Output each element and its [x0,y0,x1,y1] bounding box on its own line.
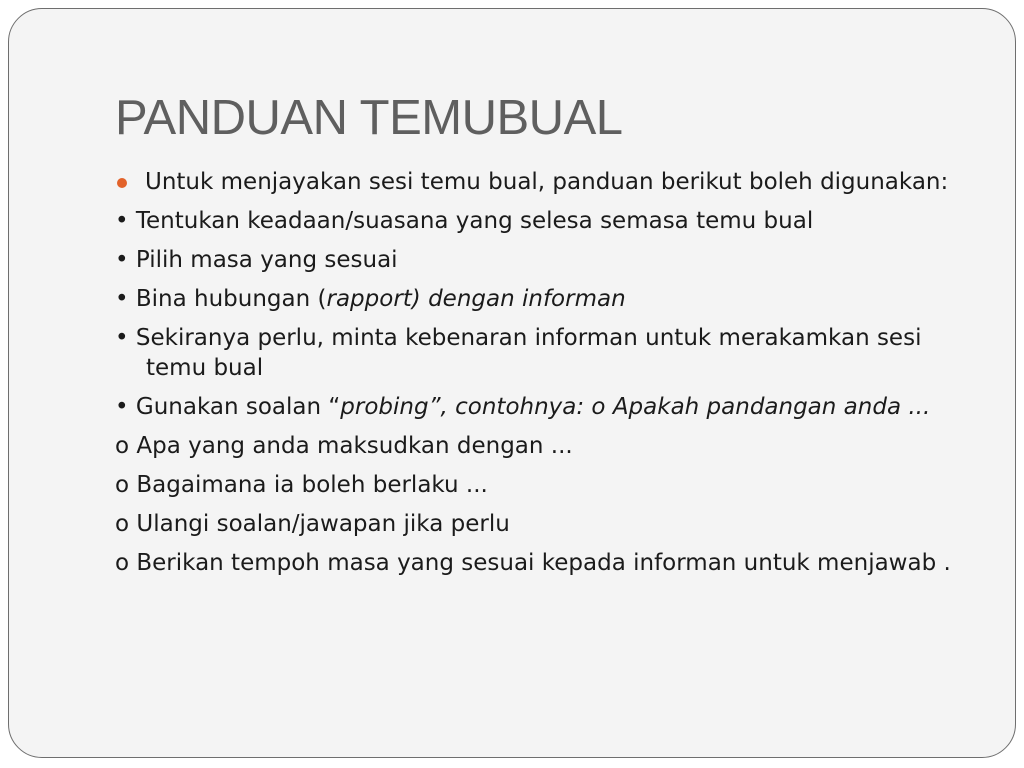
point-build-rapport-italic: rapport) dengan informan [326,286,626,312]
sub-point-how: o Bagaimana ia boleh berlaku ... [115,472,488,498]
point-choose-time: • Pilih masa yang sesuai [115,247,398,273]
intro-text: Untuk menjayakan sesi temu bual, panduan berikut boleh digunakan: [145,169,949,195]
sub-point-time: o Berikan tempoh masa yang sesuai kepada informan untuk menjawab . [115,550,951,576]
slide-title: PANDUAN TEMUBUAL [115,91,623,145]
bullet-intro [115,167,965,197]
point-comfortable-setting: • Tentukan keadaan/suasana yang selesa semasa temu bual [115,208,814,234]
point-probing-italic: probing”, contohnya: o Apakah pandangan anda ... [340,394,931,420]
point-build-rapport [115,284,965,314]
point-build-rapport-text: • Bina hubungan ( [115,286,327,312]
bullet-dot-icon [117,178,127,188]
sub-point-meaning: o Apa yang anda maksudkan dengan ... [115,433,573,459]
point-probing-text: • Gunakan soalan “ [115,394,341,420]
sub-point-repeat: o Ulangi soalan/jawapan jika perlu [115,511,510,537]
slide-body [115,167,965,587]
point-probing-questions [115,392,965,422]
point-request-permission: • Sekiranya perlu, minta kebenaran informan untuk merakamkan sesi temu bual [115,325,922,381]
slide-frame [8,8,1016,758]
